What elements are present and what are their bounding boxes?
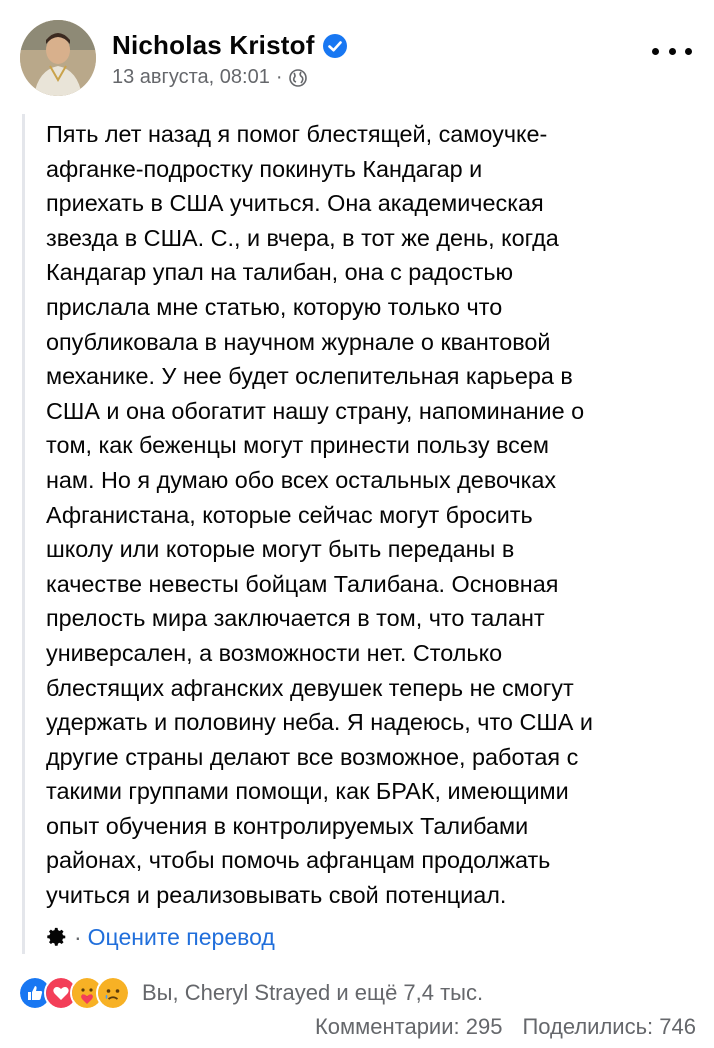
more-dot — [669, 48, 676, 55]
sad-icon — [96, 976, 130, 1010]
post-text-line: универсален, а возможности нет. Столько — [46, 639, 503, 666]
post-text-line: другие страны делают все возможное, работая с — [46, 743, 579, 770]
post-header — [0, 0, 714, 110]
post-text-line: прислала мне статью, которую только что — [46, 293, 503, 320]
post-text-line: приехать в США учиться. Она академическая — [46, 190, 544, 217]
shares-count[interactable]: Поделились: 746 — [522, 1014, 696, 1039]
post-text-line: звезда в США. С., и вчера, в тот же день, когда — [46, 224, 559, 251]
post-text-line: такими группами помощи, как БРАК, имеющими — [46, 778, 569, 805]
post-text-line: Кандагар упал на талибан, она с радостью — [46, 259, 514, 286]
post-text-line: США и она обогатит нашу страну, напоминание о — [46, 397, 585, 424]
more-options-icon[interactable] — [652, 44, 692, 58]
translation-quote-bar — [22, 114, 25, 954]
globe-icon[interactable] — [289, 69, 307, 87]
translation-row — [46, 920, 275, 954]
reactions-bar[interactable] — [18, 976, 483, 1010]
translation-separator: · — [74, 923, 82, 950]
post-text-line: опубликовала в научном журнале о квантовой — [46, 328, 551, 355]
reaction-icons[interactable] — [18, 976, 122, 1010]
post-text — [46, 117, 696, 913]
post-stats — [315, 1010, 696, 1044]
post-text-line: учиться и реализовывать свой потенциал. — [46, 882, 507, 909]
post-text-line: механике. У нее будет ослепительная карьера в — [46, 363, 573, 390]
gear-icon[interactable] — [46, 926, 68, 948]
post-text-line: школу или которые могут быть переданы в — [46, 536, 515, 563]
author-avatar[interactable] — [20, 20, 96, 96]
post-text-line: Афганистана, которые сейчас могут бросить — [46, 501, 533, 528]
rate-translation-link[interactable]: Оцените перевод — [87, 923, 275, 950]
more-dot — [652, 48, 659, 55]
post-text-line: удержать и половину неба. Я надеюсь, что США и — [46, 709, 593, 736]
author-name-text[interactable]: Nicholas Kristof — [112, 30, 315, 60]
post-meta — [112, 66, 307, 89]
more-dot — [685, 48, 692, 55]
post-text-line: афганке-подростку покинуть Кандагар и — [46, 155, 483, 182]
reactions-summary[interactable]: Вы, Cheryl Strayed и ещё 7,4 тыс. — [142, 980, 484, 1005]
post-text-line: нам. Но я думаю обо всех остальных девочках — [46, 466, 557, 493]
post-text-line: опыт обучения в контролируемых Талибами — [46, 812, 529, 839]
verified-badge-icon — [323, 34, 347, 58]
post-text-line: прелость мира заключается в том, что талант — [46, 605, 545, 632]
post-text-line: районах, чтобы помочь афганцам продолжать — [46, 847, 551, 874]
post-text-line: Пять лет назад я помог блестящей, самоучке- — [46, 121, 548, 147]
author-name[interactable] — [112, 30, 347, 61]
post-text-line: блестящих афганских девушек теперь не смогут — [46, 674, 574, 701]
meta-separator: · — [275, 66, 283, 88]
post-timestamp[interactable]: 13 августа, 08:01 — [112, 66, 270, 88]
post-text-line: том, как беженцы могут принести пользу всем — [46, 432, 549, 459]
post-text-line: качестве невесты бойцам Талибана. Основная — [46, 570, 559, 597]
comments-count[interactable]: Комментарии: 295 — [314, 1014, 503, 1039]
